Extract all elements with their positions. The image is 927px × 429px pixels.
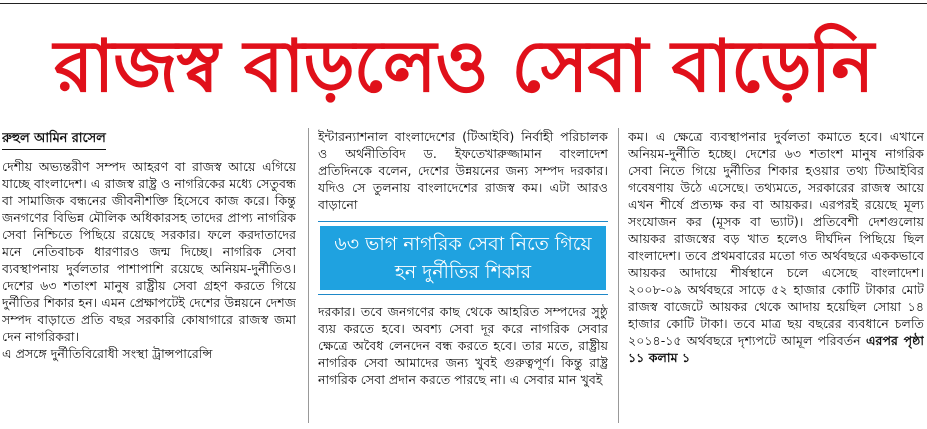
article-column-1 [2,128,296,425]
byline: রুহুল আমিন রাসেল [2,130,106,150]
paragraph [628,128,924,366]
pull-quote [318,221,608,295]
column-divider [308,128,309,423]
article-column-3 [628,128,924,425]
article-column-2 [318,128,608,425]
headline: রাজস্ব বাড়লেও সেবা বাড়েনি [53,24,874,108]
top-rule [0,0,927,8]
paragraph: এ প্রসঙ্গে দুর্নীতিবিরোধী সংস্থা ট্রান্সপারেন্সি [2,346,213,361]
paragraph: ইন্টারন্যাশনাল বাংলাদেশের (টিআইবি) নির্বাহী পরিচালক ও অর্থনীতিবিদ ড. ইফতেখারুজ্জামান বাংলাদেশ প্রতিদিনকে বলেন, দেশের উন্নয়নের জন্য সম্পদ দরকার। যদিও সে তুলনায় বাংলাদেশের রাজস্ব কম। এটা আরও বাড়ানো [318,129,608,212]
continuation-note[interactable]: এরপর পৃষ্ঠা ১১ কলাম ১ [628,333,924,365]
paragraph: দরকার। তবে জনগণের কাছ থেকে আহরিত সম্পদের সুষ্ঠু ব্যয় করতে হবে। অবশ্য সেবা দূর করে নাগরিক সেবার ক্ষেত্রে অবৈধ লেনদেন বন্ধ করতে হবে। তার মতে, রাষ্ট্রীয় নাগরিক সেবা আমাদের জন্য খুবই গুরুত্বপূর্ণ। কিন্তু রাষ্ট্র নাগরিক সেবা প্রদান করতে পারছে না। এ সেবার মান খুবই [318,304,608,387]
paragraph: দেশীয় অভ্যন্তরীণ সম্পদ আহরণ বা রাজস্ব আয়ে এগিয়ে যাচ্ছে বাংলাদেশ। এ রাজস্ব রাষ্ট্র ও নাগরিকের মধ্যে সেতুবন্ধ বা সামাজিক বন্ধনের জীবনীশক্তি হিসেবে কাজ করে। কিন্তু জনগণের বিভিন্ন মৌলিক অধিকারসহ তাদের প্রাপ্য নাগরিক সেবা নিশ্চিতে পিছিয়ে রয়েছে সরকার। ফলে করদাতাদের মনে নেতিবাচক ধারণারও জন্ম দিচ্ছে। নাগরিক সেবা ব্যবস্থাপনায় দুর্বলতার পাশাপাশি রয়েছে অনিয়ম-দুর্নীতিও। দেশের ৬৩ শতাংশ মানুষ রাষ্ট্রীয় সেবা গ্রহণ করতে গিয়ে দুর্নীতির শিকার হন। এমন প্রেক্ষাপটেই দেশের উন্নয়নে দেশজ সম্পদ বাড়াতে প্রতি বছর সরকারি কোষাগারে রাজস্ব জমা দেন নাগরিকরা। [2,159,296,344]
pull-quote-text: ৬৩ ভাগ নাগরিক সেবা নিতে গিয়ে হন দুর্নীতির শিকার [320,226,606,290]
paragraph-text: কম। এ ক্ষেত্রে ব্যবস্থাপনার দুর্বলতা কমাতে হবে। এখানে অনিয়ম-দুর্নীতি হচ্ছে। দেশের ৬৩ শতাংশ মানুষ নাগরিক সেবা নিতে গিয়ে দুর্নীতির শিকার হওয়ার তথ্য টিআইবির গবেষণায় উঠে এসেছে। তথ্যমতে, সরকারের রাজস্ব আয়ে এখন শীর্ষে প্রত্যক্ষ কর বা আয়কর। এরপরই রয়েছে মূল্য সংযোজন কর (মূসক বা ভ্যাট)। প্রতিবেশী দেশগুলোয় আয়কর রাজস্বের বড় খাত হলেও দীর্ঘদিন পিছিয়ে ছিল বাংলাদেশ। তবে প্রথমবারের মতো গত অর্থবছরে এককভাবে আয়কর আদায়ে শীর্ষস্থানে চলে এসেছে বাংলাদেশ। ২০০৮-০৯ অর্থবছরে সাড়ে ৫২ হাজার কোটি টাকার মোট রাজস্ব বাজেটে আয়কর থেকে আদায় হয়েছিল সোয়া ১৪ হাজার কোটি টাকা। তবে মাত্র ছয় বছরের ব্যবধানে চলতি ২০১৪-১৫ অর্থবছরে দৃশ্যপটে আমূল পরিবর্তন [628,129,924,348]
column-divider [618,128,619,423]
